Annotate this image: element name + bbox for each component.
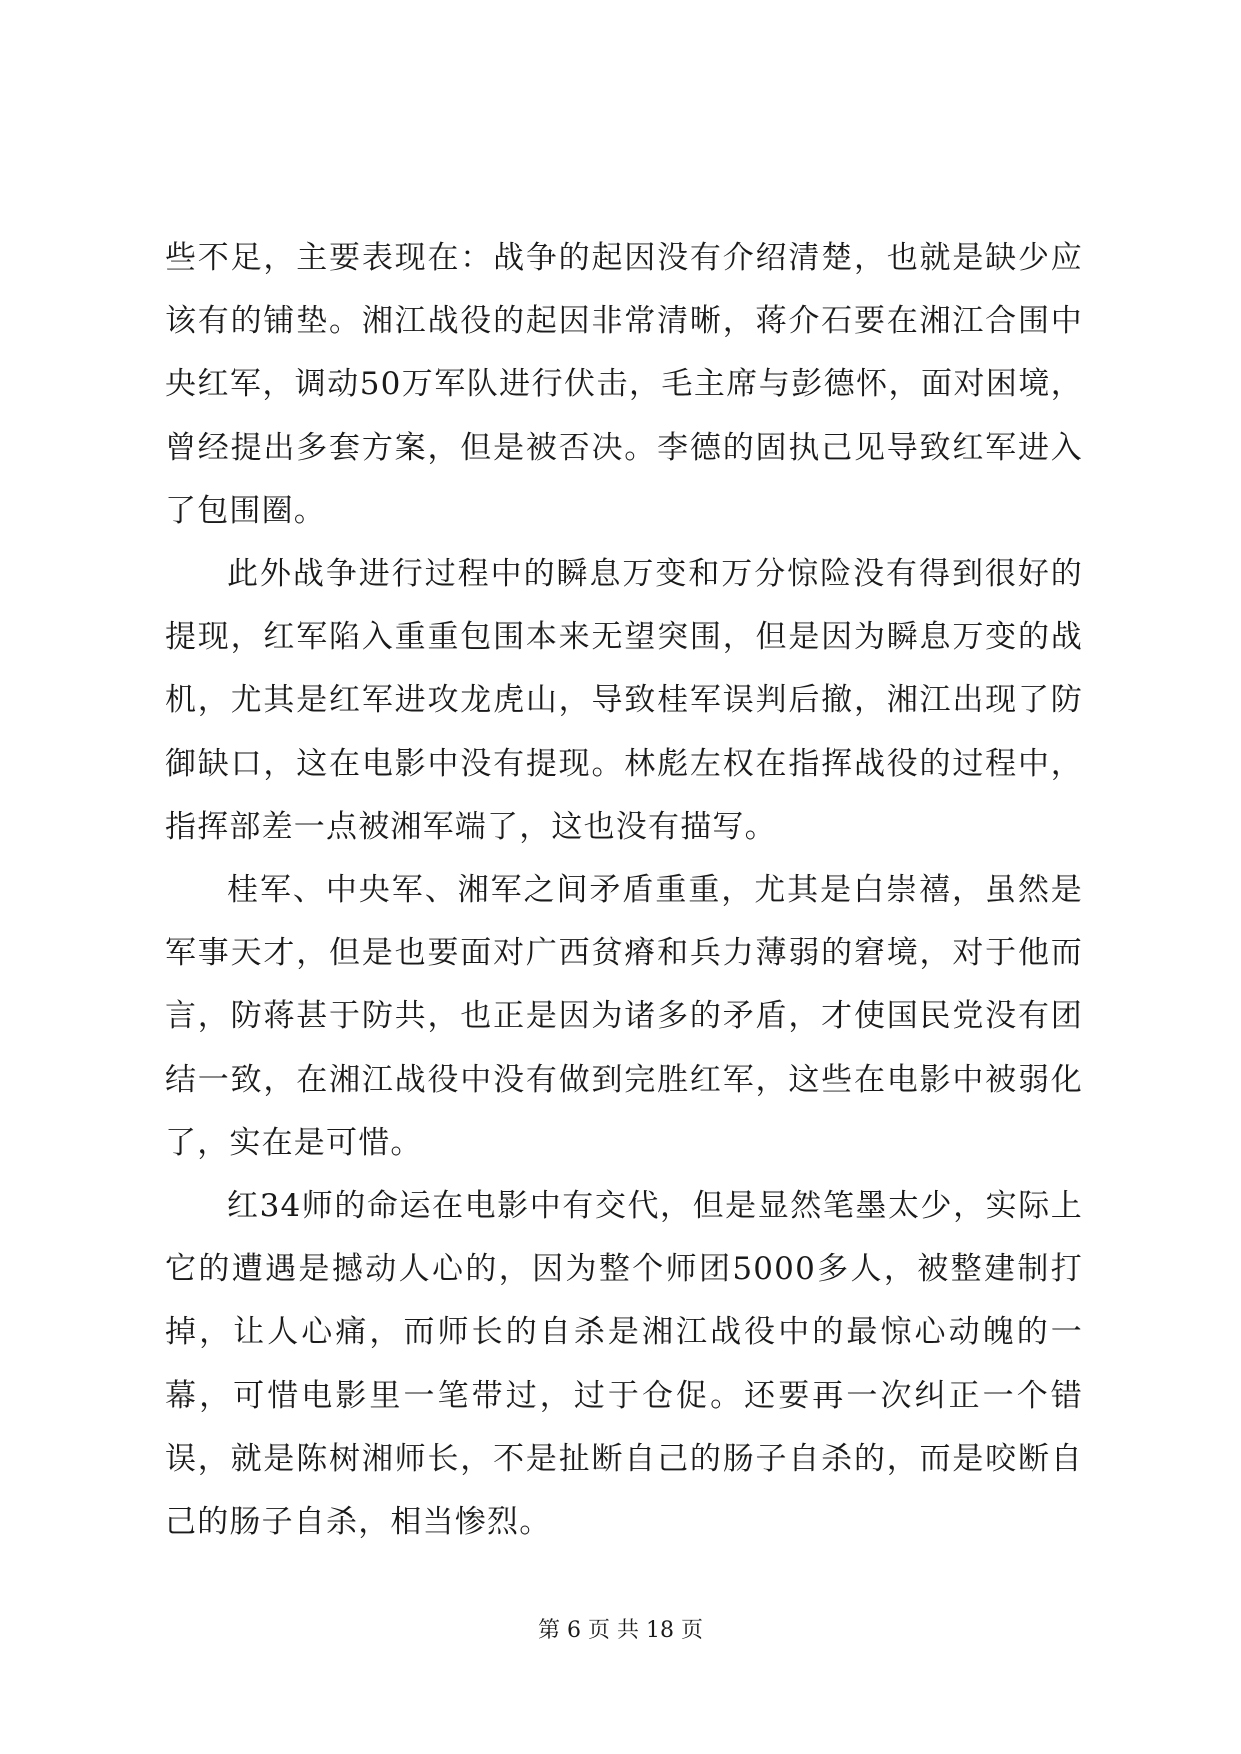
page-footer: 第 6 页 共 18 页 <box>538 1618 703 1643</box>
paragraph-1: 些不足，主要表现在：战争的起因没有介绍清楚，也就是缺少应该有的铺垫。湘江战役的起因非常清晰，蒋介石要在湘江合围中央红军，调动50万军队进行伏击，毛主席与彭德怀，面对困境，曾经提出多套方案，但是被否决。李德的固执己见导致红军进入了包围圈。 <box>165 240 1083 529</box>
paragraph-4: 红34师的命运在电影中有交代，但是显然笔墨太少，实际上它的遭遇是撼动人心的，因为整个师团5000多人，被整建制打掉，让人心痛，而师长的自杀是湘江战役中的最惊心动魄的一幕，可惜电影里一笔带过，过于仓促。还要再一次纠正一个错误，就是陈树湘师长，不是扯断自己的肠子自杀的，而是咬断自己的肠子自杀，相当惨烈。 <box>165 1188 1083 1541</box>
paragraph-2: 此外战争进行过程中的瞬息万变和万分惊险没有得到很好的提现，红军陷入重重包围本来无望突围，但是因为瞬息万变的战机，尤其是红军进攻龙虎山，导致桂军误判后撤，湘江出现了防御缺口，这在电影中没有提现。林彪左权在指挥战役的过程中，指挥部差一点被湘军端了，这也没有描写。 <box>165 556 1083 845</box>
document-body <box>165 227 1083 1554</box>
paragraph-3: 桂军、中央军、湘军之间矛盾重重，尤其是白崇禧，虽然是军事天才，但是也要面对广西贫瘠和兵力薄弱的窘境，对于他而言，防蒋甚于防共，也正是因为诸多的矛盾，才使国民党没有团结一致，在湘江战役中没有做到完胜红军，这些在电影中被弱化了，实在是可惜。 <box>165 872 1083 1161</box>
